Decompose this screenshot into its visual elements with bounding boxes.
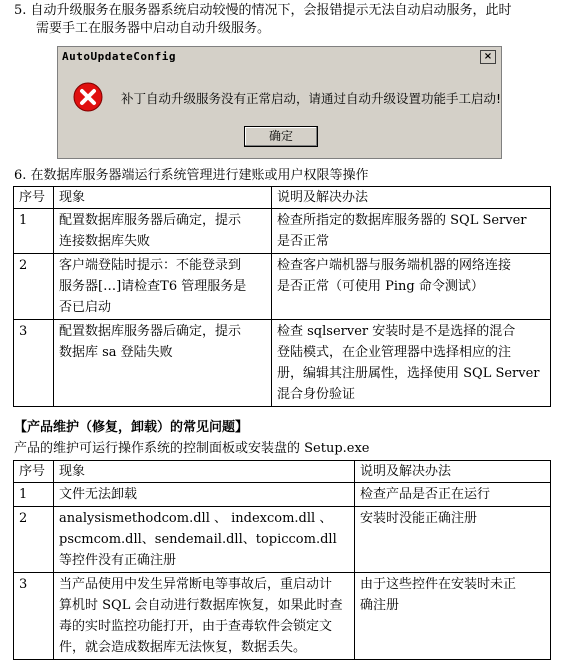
row-solution [272, 254, 551, 320]
symptom-line: 文件无法卸载 [59, 487, 138, 502]
row-symptom [54, 254, 272, 320]
symptom-line: 毒的实时监控功能打开，由于查毒软件会锁定文 [59, 619, 333, 634]
symptom-line: 客户端登陆时提示：不能登录到 [59, 258, 242, 273]
solution-line: 是否正常（可使用 Ping 命令测试） [277, 279, 484, 294]
dialog-title: AutoUpdateConfig [62, 49, 176, 63]
row-symptom [54, 209, 272, 254]
item-5-text-cont: 需要手工在服务器中启动自动升级服务。 [36, 21, 271, 36]
row-no: 2 [14, 507, 54, 573]
header-symptom: 现象 [54, 461, 355, 483]
item-5-text: 5. 自动升级服务在服务器系统启动较慢的情况下，会报错提示无法自动启动服务，此时 [14, 3, 512, 18]
error-dialog [57, 46, 502, 159]
row-no: 2 [14, 254, 54, 320]
solution-line: 混合身份验证 [277, 387, 356, 402]
error-icon [72, 81, 104, 113]
ok-button[interactable]: 确定 [244, 126, 318, 147]
row-symptom [54, 483, 355, 507]
solution-line: 由于这些控件在安装时未正 [360, 577, 517, 592]
symptom-line: 否已启动 [59, 300, 112, 315]
table-row [14, 483, 551, 507]
solution-line: 安装时没能正确注册 [360, 511, 478, 526]
row-solution [272, 209, 551, 254]
symptom-line: 件，就会造成数据库无法恢复，数据丢失。 [59, 640, 307, 655]
symptom-line: 连接数据库失败 [59, 234, 151, 249]
row-no: 1 [14, 483, 54, 507]
maintenance-issues-table [13, 460, 551, 660]
dialog-titlebar [58, 47, 501, 65]
solution-line: 检查所指定的数据库服务器的 SQL Server [277, 213, 527, 228]
header-symptom: 现象 [54, 187, 272, 209]
table-row [14, 573, 551, 660]
symptom-line: analysismethodcom.dll 、 indexcom.dll 、 [59, 511, 333, 526]
header-no: 序号 [14, 187, 54, 209]
row-symptom [54, 573, 355, 660]
section-title: 【产品维护（修复，卸载）的常见问题】 [14, 420, 249, 435]
header-solution: 说明及解决办法 [355, 461, 551, 483]
row-solution [355, 573, 551, 660]
row-no: 3 [14, 573, 54, 660]
row-no: 3 [14, 320, 54, 407]
solution-line: 登陆模式，在企业管理器中选择相应的注 [277, 345, 512, 360]
table-row [14, 254, 551, 320]
row-symptom [54, 320, 272, 407]
row-solution [272, 320, 551, 407]
dialog-message: 补丁自动升级服务没有正常启动，请通过自动升级设置功能手工启动! [121, 91, 502, 106]
table-header-row [14, 461, 551, 483]
solution-line: 是否正常 [277, 234, 330, 249]
item-6-text: 6. 在数据库服务器端运行系统管理进行建账或用户权限等操作 [14, 168, 369, 183]
table-row [14, 507, 551, 573]
row-solution [355, 483, 551, 507]
symptom-line: 配置数据库服务器后确定，提示 [59, 213, 242, 228]
symptom-line: 服务器[…]请检查T6 管理服务是 [59, 279, 247, 294]
section-description: 产品的维护可运行操作系统的控制面板或安装盘的 Setup.exe [14, 441, 370, 456]
symptom-line: pscmcom.dll、sendemail.dll、topiccom.dll [59, 532, 337, 547]
table-row [14, 209, 551, 254]
row-symptom [54, 507, 355, 573]
solution-line: 检查客户端机器与服务端机器的网络连接 [277, 258, 512, 273]
close-button[interactable]: × [480, 50, 496, 64]
symptom-line: 等控件没有正确注册 [59, 553, 177, 568]
solution-line: 确注册 [360, 598, 400, 613]
row-no: 1 [14, 209, 54, 254]
symptom-line: 当产品使用中发生异常断电等事故后，重启动计 [59, 577, 333, 592]
table-header-row [14, 187, 551, 209]
solution-line: 册，编辑其注册属性，选择使用 SQL Server [277, 366, 540, 381]
solution-line: 检查 sqlserver 安装时是不是选择的混合 [277, 324, 516, 339]
symptom-line: 算机时 SQL 会自动进行数据库恢复，如果此时查 [59, 598, 343, 613]
symptom-line: 数据库 sa 登陆失败 [59, 345, 173, 360]
symptom-line: 配置数据库服务器后确定，提示 [59, 324, 242, 339]
header-solution: 说明及解决办法 [272, 187, 551, 209]
row-solution [355, 507, 551, 573]
solution-line: 检查产品是否正在运行 [360, 487, 491, 502]
db-issues-table [13, 186, 551, 407]
table-row [14, 320, 551, 407]
header-no: 序号 [14, 461, 54, 483]
